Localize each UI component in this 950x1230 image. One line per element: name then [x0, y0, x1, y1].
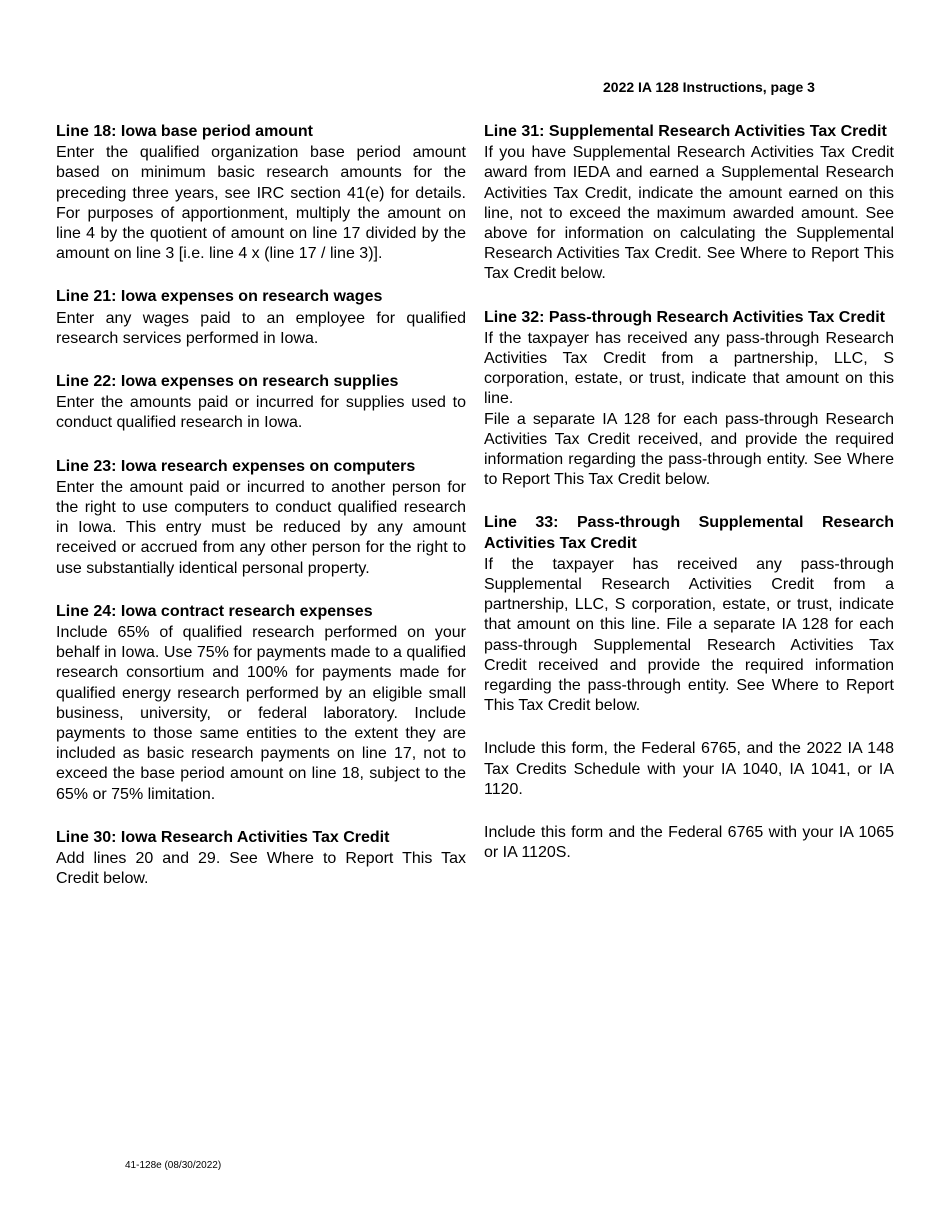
section-heading: Line 22: Iowa expenses on research supplies: [56, 373, 399, 391]
section-line-32: [484, 308, 894, 491]
section-paragraph: Enter the qualified organization base period amount based on minimum basic research amounts for the preceding three years, see IRC section 41(e) for details. For purposes of apportionment, multiply the amount on line 4 by the quotient of amount on line 17 divided by the amount on line 3 [i.e. line 4 x (line 17 / line 3)].: [56, 144, 466, 263]
section-paragraph: Include 65% of qualified research performed on your behalf in Iowa. Use 75% for payments made to a qualified research consortium and 100% for payments made for qualified energy research performed by an eligible small business, university, or federal laboratory. Include payments to those same entities to the extent they are included as basic research payments on line 17, not to exceed the base period amount on line 18, subject to the 65% or 75% limitation.: [56, 624, 466, 803]
section-line-23: [56, 457, 466, 579]
section-paragraph: If the taxpayer has received any pass-through Supplemental Research Activities Credit from a partnership, LLC, S corporation, estate, or trust, indicate that amount on this line. File a separate IA 128 for each pass-through Supplemental Research Activities Tax Credit received and provide the required information regarding the pass-through entity. See Where to Report This Tax Credit below.: [484, 555, 894, 715]
section-paragraph: If you have Supplemental Research Activities Tax Credit award from IEDA and earned a Supplemental Research Activities Tax Credit, indicate the amount earned on this line, not to exceed the maximum awarded amount. See above for information on calculating the Supplemental Research Activities Tax Credit. See Where to Report This Tax Credit below.: [484, 144, 894, 283]
section-line-33: [484, 513, 894, 716]
filing-note: Include this form, the Federal 6765, and the 2022 IA 148 Tax Credits Schedule with your IA 1040, IA 1041, or IA 1120.: [484, 740, 894, 798]
section-heading: Line 21: Iowa expenses on research wages: [56, 288, 383, 306]
section-heading: Line 23: Iowa research expenses on computers: [56, 457, 416, 475]
section-paragraph: File a separate IA 128 for each pass-through Research Activities Tax Credit received, and provide the required information regarding the pass-through entity. See Where to Report This Tax Credit below.: [484, 410, 894, 489]
section-heading: Line 31: Supplemental Research Activities Tax Credit: [484, 123, 887, 140]
section-paragraph: Enter the amount paid or incurred to another person for the right to use computers to conduct qualified research in Iowa. This entry must be reduced by any amount received or accrued from any other person for the right to use substantially identical personal property.: [56, 478, 466, 577]
section-heading: Line 33: Pass-through Supplemental Research Activities Tax Credit: [484, 514, 894, 552]
section-heading: Line 32: Pass-through Research Activities Tax Credit: [484, 308, 886, 326]
left-column: [56, 122, 466, 913]
page-header: 2022 IA 128 Instructions, page 3: [603, 79, 815, 95]
section-paragraph: Add lines 20 and 29. See Where to Report This Tax Credit below.: [56, 850, 466, 888]
form-id: 41-128e (08/30/2022): [125, 1160, 222, 1171]
right-column: [484, 122, 894, 887]
section-paragraph: If the taxpayer has received any pass-through Research Activities Tax Credit from a partnership, LLC, S corporation, estate, or trust, indicate that amount on this line.: [484, 329, 894, 408]
section-line-18: [56, 122, 466, 264]
section-line-31: [484, 122, 894, 285]
section-line-21: [56, 287, 466, 349]
section-paragraph: Enter any wages paid to an employee for qualified research services performed in Iowa.: [56, 309, 466, 347]
filing-note: Include this form and the Federal 6765 with your IA 1065 or IA 1120S.: [484, 824, 894, 862]
section-line-22: [56, 372, 466, 434]
section-paragraph: Enter the amounts paid or incurred for supplies used to conduct qualified research in Iowa.: [56, 394, 466, 432]
section-heading: Line 18: Iowa base period amount: [56, 123, 313, 140]
section-heading: Line 24: Iowa contract research expenses: [56, 602, 373, 620]
section-heading: Line 30: Iowa Research Activities Tax Credit: [56, 828, 390, 846]
section-line-24: [56, 602, 466, 805]
section-line-30: [56, 828, 466, 890]
